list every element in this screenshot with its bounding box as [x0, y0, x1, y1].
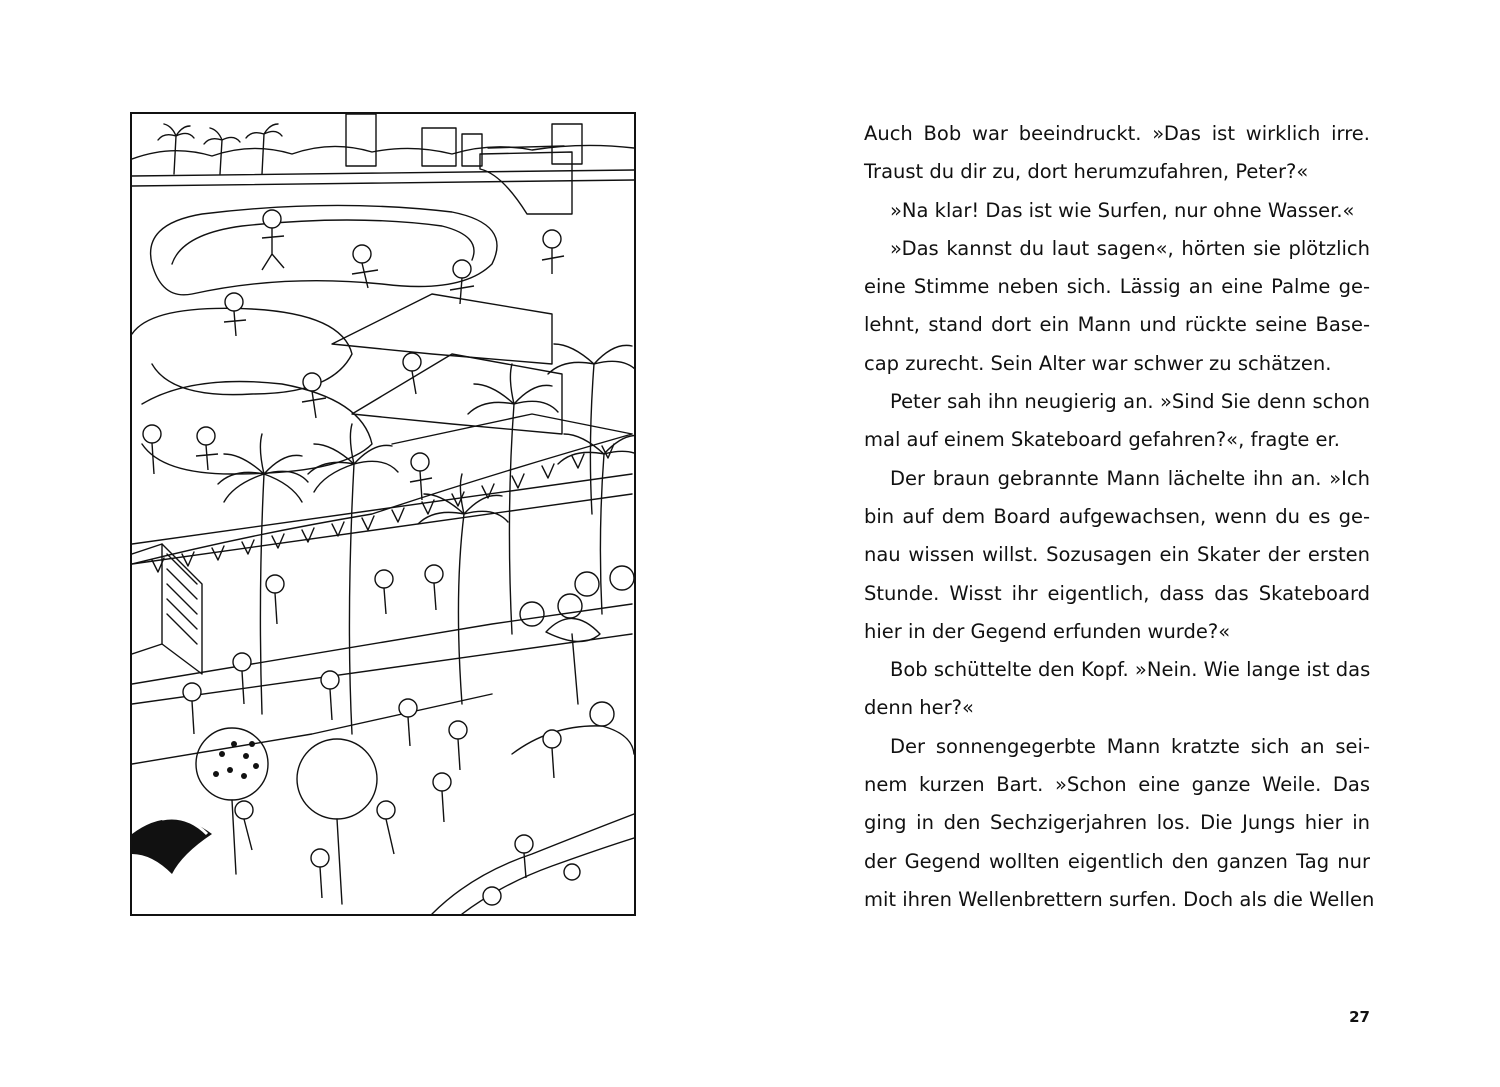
text-line: »Das kannst du laut sagen«, hörten sie plötzlich	[890, 236, 1370, 260]
text-line: lehnt, stand dort ein Mann und rückte seine Base-	[864, 313, 1370, 337]
text-line: ging in den Sechzigerjahren los. Die Jungs hier in	[864, 811, 1370, 835]
text-line: der Gegend wollten eigentlich den ganzen Tag nur	[864, 849, 1370, 873]
story-text	[864, 115, 1375, 919]
text-line: Auch Bob war beeindruckt. »Das ist wirklich irre.	[864, 122, 1370, 145]
text-line: hier in der Gegend erfunden wurde?«	[864, 619, 1231, 643]
text-line: cap zurecht. Sein Alter war schwer zu schätzen.	[864, 351, 1332, 375]
skatepark-illustration	[130, 112, 636, 916]
text-line: nau wissen willst. Sozusagen ein Skater der ersten	[864, 543, 1370, 567]
text-line: Peter sah ihn neugierig an. »Sind Sie denn schon	[890, 390, 1370, 414]
text-line: Der sonnengegerbte Mann kratzte sich an sei-	[890, 734, 1370, 758]
text-line: mal auf einem Skateboard gefahren?«, fragte er.	[864, 428, 1340, 452]
text-line: denn her?«	[864, 696, 974, 720]
text-line: Der braun gebrannte Mann lächelte ihn an. »Ich	[890, 466, 1370, 490]
text-line: nem kurzen Bart. »Schon eine ganze Weile. Das	[864, 773, 1370, 797]
text-line: Bob schüttelte den Kopf. »Nein. Wie lange ist das	[890, 658, 1371, 682]
text-line: eine Stimme neben sich. Lässig an eine Palme ge-	[864, 275, 1370, 299]
text-line: mit ihren Wellenbrettern surfen. Doch als die Wellen	[864, 887, 1375, 911]
page-number: 27	[1349, 1008, 1370, 1026]
text-line: »Na klar! Das ist wie Surfen, nur ohne Wasser.«	[890, 198, 1355, 222]
text-line: Stunde. Wisst ihr eigentlich, dass das Skateboard	[864, 581, 1370, 605]
text-line: Traust du dir zu, dort herumzufahren, Peter?«	[864, 160, 1309, 184]
skatepark-drawing	[132, 114, 634, 914]
text-line: bin auf dem Board aufgewachsen, wenn du es ge-	[864, 504, 1370, 528]
